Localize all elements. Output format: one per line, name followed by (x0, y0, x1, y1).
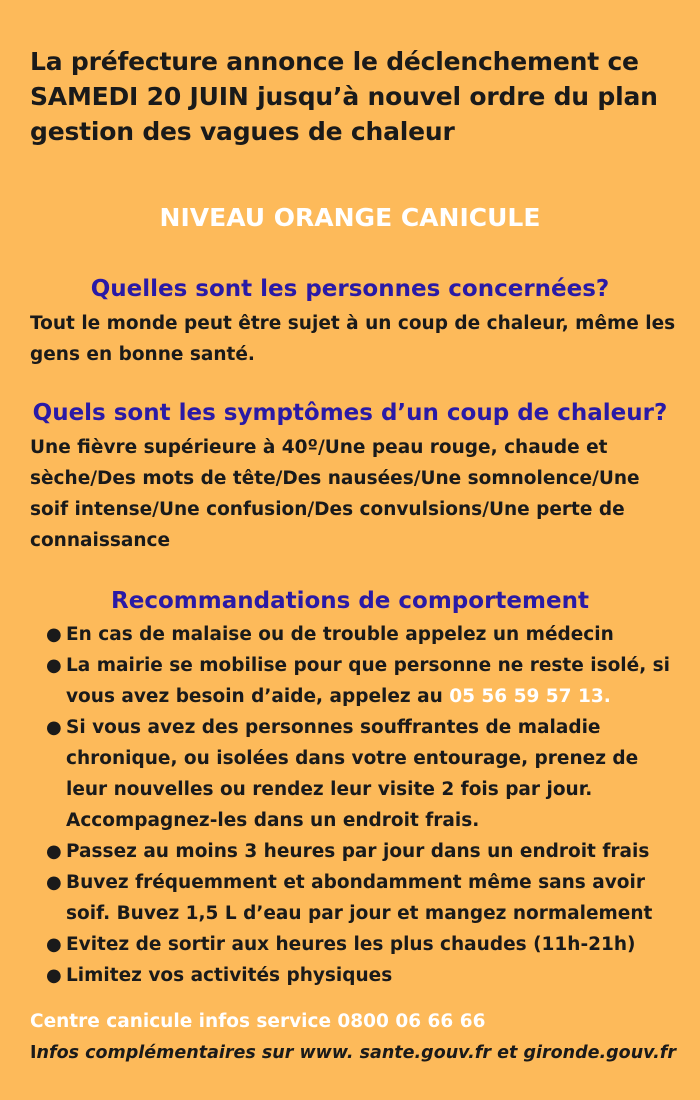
list-item (30, 867, 675, 929)
hotline-text: Centre canicule infos service 0800 06 66 66 (30, 1011, 486, 1032)
list-item (30, 650, 675, 712)
list-item (30, 619, 675, 650)
more-info-first-letter: I (30, 1043, 37, 1063)
section-title-concerned: Quelles sont les personnes concernées? (90, 276, 610, 302)
more-info-text (30, 1043, 680, 1063)
section-body-concerned: Tout le monde peut être sujet à un coup de chaleur, même les gens en bonne santé. (30, 313, 676, 365)
list-item-text: Evitez de sortir aux heures les plus chaudes (11h-21h) (66, 934, 636, 955)
section-body-symptoms: Une fièvre supérieure à 40º/Une peau rouge, chaude et sèche/Des mots de tête/Des nausées/Une somnolence/Une soif intense/Une confusion/Des convulsions/Une perte de connaissance (30, 437, 640, 551)
list-item (30, 712, 675, 836)
list-item-text: La mairie se mobilise pour que personne ne reste isolé, si vous avez besoin d’aide, appelez au (66, 655, 671, 707)
list-item-text: Limitez vos activités physiques (66, 965, 393, 986)
list-item-text: Si vous avez des personnes souffrantes de maladie chronique, ou isolées dans votre entourage, prenez de leur nouvelles ou rendez leur visite 2 fois par jour. Accompagnez-les dans un endroit frais. (66, 717, 639, 831)
bullet-icon: ● (46, 841, 62, 862)
section-title-recommendations: Recommandations de comportement (111, 588, 589, 614)
recommendations-list (30, 619, 675, 991)
alert-level: NIVEAU ORANGE CANICULE (159, 203, 541, 232)
bullet-icon: ● (46, 717, 62, 738)
section-title-symptoms: Quels sont les symptômes d’un coup de chaleur? (32, 400, 668, 426)
bullet-icon: ● (46, 655, 62, 676)
mairie-phone-number: 05 56 59 57 13. (449, 686, 611, 707)
bullet-icon: ● (46, 624, 62, 645)
more-info-rest: nfos complémentaires sur www. sante.gouv.fr et gironde.gouv.fr (36, 1043, 677, 1063)
list-item-text: En cas de malaise ou de trouble appelez un médecin (66, 624, 614, 645)
list-item-text: Buvez fréquemment et abondamment même sans avoir soif. Buvez 1,5 L d’eau par jour et mangez normalement (66, 872, 653, 924)
list-item-text: Passez au moins 3 heures par jour dans un endroit frais (66, 841, 650, 862)
bullet-icon: ● (46, 965, 62, 986)
headline: La préfecture annonce le déclenchement ce SAMEDI 20 JUIN jusqu’à nouvel ordre du plan gestion des vagues de chaleur (30, 47, 658, 146)
list-item (30, 929, 675, 960)
bullet-icon: ● (46, 934, 62, 955)
list-item (30, 960, 675, 991)
bullet-icon: ● (46, 872, 62, 893)
list-item (30, 836, 675, 867)
